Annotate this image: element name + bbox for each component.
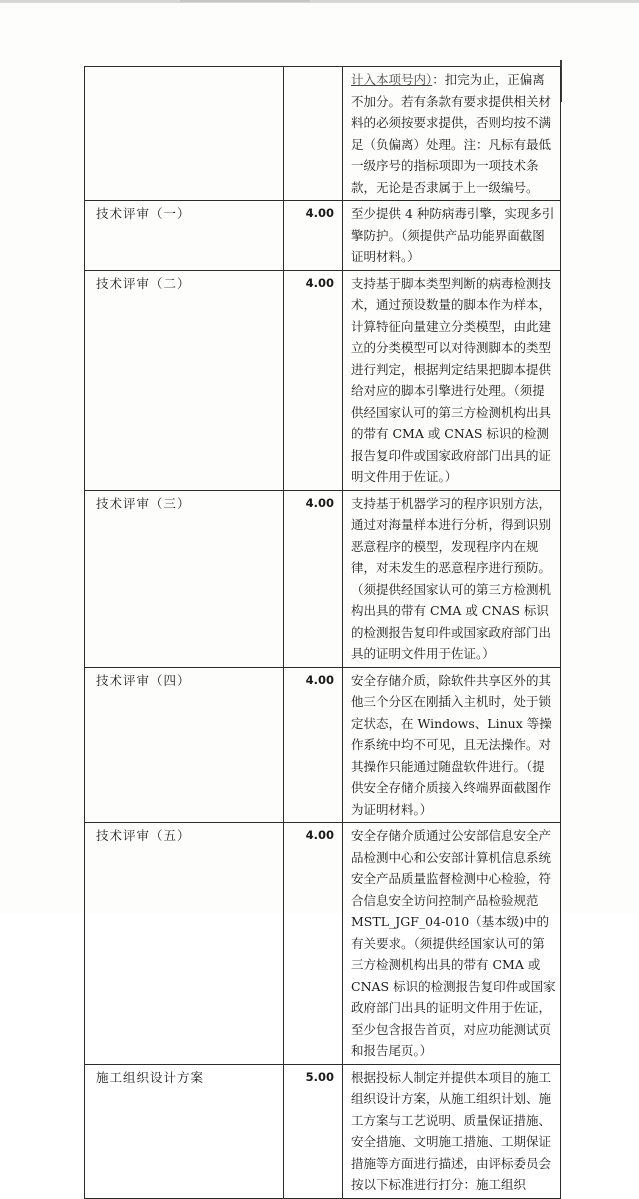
- table-row: [85, 201, 561, 271]
- item-cell: [85, 67, 284, 201]
- description-cell: 根据投标人制定并提供本项目的施工组织设计方案，从施工组织计划、施工方案与工艺说明、质量保证措施、安全措施、文明施工措施、工期保证措施等方面进行描述，由评标委员会按以下标准进行打分：施工组织: [343, 1064, 561, 1198]
- score-cell: 4.00: [284, 490, 343, 667]
- score-cell: 4.00: [284, 201, 343, 271]
- scoring-table: [84, 66, 561, 1199]
- description-text: ：扣完为止，正偏离不加分。若有条款有要求提供相关材料的必须按要求提供，否则均按不满足（负偏离）处理。注：凡标有最低一级序号的指标项即为一项技术条款，无论是否隶属于上一级编号。: [351, 72, 552, 195]
- score-cell: 5.00: [284, 1064, 343, 1198]
- table-row: [85, 1064, 561, 1198]
- underlined-text: 计入本项号内）: [351, 72, 433, 87]
- table-row: [85, 823, 561, 1065]
- description-cell: 支持基于脚本类型判断的病毒检测技术，通过预设数量的脚本作为样本，计算特征向量建立分类模型，由此建立的分类模型可以对待测脚本的类型进行判定，根据判定结果把脚本提供给对应的脚本引擎进行处理。（须提供经国家认可的第三方检测机构出具的带有 CMA 或 CNAS 标识的检测报告复印件或国家政府部门出具的证明文件用于佐证。）: [343, 270, 561, 490]
- description-cell: 安全存储介质，除软件共享区外的其他三个分区在刚插入主机时，处于锁定状态，在 Windows、Linux 等操作系统中均不可见，且无法操作。对其操作只能通过随盘软件进行。（提供安全存储介质接入终端界面截图作为证明材料。）: [343, 667, 561, 823]
- item-cell: 技术评审（二）: [85, 270, 284, 490]
- description-cell: 支持基于机器学习的程序识别方法，通过对海量样本进行分析，得到识别恶意程序的模型，发现程序内在规律，对未发生的恶意程序进行预防。（须提供经国家认可的第三方检测机构出具的带有 CMA 或 CNAS 标识的检测报告复印件或国家政府部门出具的证明文件用于佐证。）: [343, 490, 561, 667]
- table-row: [85, 67, 561, 201]
- score-cell: 4.00: [284, 823, 343, 1065]
- item-cell: 技术评审（五）: [85, 823, 284, 1065]
- score-cell: [284, 67, 343, 201]
- scan-edge-line: [180, 0, 310, 2]
- description-cell: [343, 67, 561, 201]
- score-cell: 4.00: [284, 270, 343, 490]
- description-cell: 安全存储介质通过公安部信息安全产品检测中心和公安部计算机信息系统安全产品质量监督检测中心检验，符合信息安全访问控制产品检验规范 MSTL_JGF_04-010（基本级)中的有关要求。（须提供经国家认可的第三方检测机构出具的带有 CMA 或 CNAS 标识的检测报告复印件或国家政府部门出具的证明文件用于佐证，至少包含报告首页，对应功能测试页和报告尾页。）: [343, 823, 561, 1065]
- table-row: [85, 270, 561, 490]
- item-cell: 技术评审（三）: [85, 490, 284, 667]
- table-row: [85, 667, 561, 823]
- item-cell: 施工组织设计方案: [85, 1064, 284, 1198]
- table-row: [85, 490, 561, 667]
- scan-edge-line: [0, 0, 639, 3]
- item-cell: 技术评审（一）: [85, 201, 284, 271]
- item-cell: 技术评审（四）: [85, 667, 284, 823]
- description-cell: 至少提供 4 种防病毒引擎，实现多引擎防护。（须提供产品功能界面截图证明材料。）: [343, 201, 561, 271]
- score-cell: 4.00: [284, 667, 343, 823]
